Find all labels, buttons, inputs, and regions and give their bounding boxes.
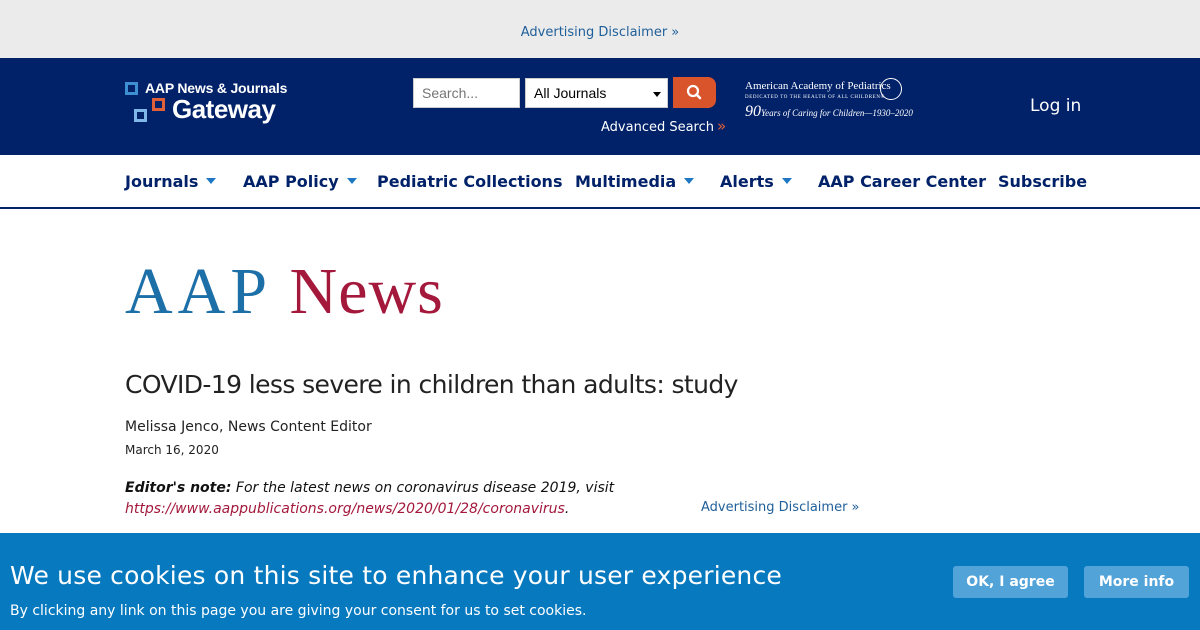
nav-item-label: Pediatric Collections bbox=[377, 172, 563, 191]
article-headline: COVID-19 less severe in children than adults: study bbox=[125, 370, 738, 399]
nav-item-label: Multimedia bbox=[575, 172, 677, 191]
caret-down-icon bbox=[653, 92, 661, 97]
search-input[interactable] bbox=[413, 78, 520, 108]
editors-note-end: . bbox=[564, 501, 570, 517]
article-author: Melissa Jenco, News Content Editor bbox=[125, 419, 372, 435]
advanced-search-label: Advanced Search bbox=[601, 120, 715, 135]
login-link[interactable]: Log in bbox=[1030, 96, 1082, 116]
aap-seal-icon bbox=[880, 78, 902, 100]
caret-down-icon bbox=[206, 178, 216, 184]
logo-main-text: Gateway bbox=[172, 94, 276, 124]
editors-note bbox=[125, 480, 614, 496]
nav-item-subscribe[interactable] bbox=[998, 172, 1087, 191]
aap-logo-anniversary-number: 90 bbox=[745, 103, 761, 120]
cookie-agree-button[interactable]: OK, I agree bbox=[953, 566, 1068, 598]
journal-select[interactable] bbox=[525, 78, 668, 108]
aap-news-masthead[interactable] bbox=[125, 254, 444, 330]
search-button[interactable] bbox=[673, 77, 716, 108]
aap-logo-anniversary bbox=[745, 103, 913, 121]
search-icon bbox=[673, 77, 716, 108]
editors-note-line2 bbox=[125, 501, 569, 517]
nav-item-label: Journals bbox=[125, 172, 199, 191]
caret-down-icon bbox=[347, 178, 357, 184]
nav-item-label: Subscribe bbox=[998, 172, 1088, 191]
editors-note-text: For the latest news on coronavirus disease 2019, visit bbox=[235, 480, 615, 496]
nav-item-alerts[interactable] bbox=[720, 172, 792, 191]
nav-item-pediatric-collections[interactable] bbox=[377, 172, 562, 191]
caret-down-icon bbox=[684, 178, 694, 184]
nav-item-aap-career-center[interactable] bbox=[818, 172, 986, 191]
article-date: March 16, 2020 bbox=[125, 443, 219, 457]
nav-item-multimedia[interactable] bbox=[575, 172, 694, 191]
inline-advertising-disclaimer-link[interactable]: Advertising Disclaimer » bbox=[701, 500, 860, 515]
double-chevron-icon: » bbox=[717, 117, 727, 135]
cookie-banner-title: We use cookies on this site to enhance your user experience bbox=[10, 561, 782, 590]
aap-logo-tagline: DEDICATED TO THE HEALTH OF ALL CHILDREN® bbox=[745, 95, 885, 100]
aap-logo-anniversary-text: Years of Caring for Children—1930–2020 bbox=[761, 108, 913, 118]
advanced-search-link[interactable] bbox=[601, 117, 726, 135]
masthead-aap: AAP bbox=[125, 255, 273, 328]
coronavirus-news-link[interactable]: https://www.aappublications.org/news/2020/01/28/coronavirus bbox=[125, 501, 565, 517]
logo-square-lightblue-icon bbox=[134, 109, 147, 122]
logo-square-blue-icon bbox=[125, 82, 138, 95]
logo-square-orange-icon bbox=[152, 98, 165, 111]
cookie-banner-text: By clicking any link on this page you are giving your consent for us to set cookies. bbox=[10, 603, 587, 619]
aap-logo-name: American Academy of Pediatrics bbox=[745, 80, 891, 92]
nav-item-label: AAP Policy bbox=[243, 172, 339, 191]
nav-item-aap-policy[interactable] bbox=[243, 172, 357, 191]
caret-down-icon bbox=[782, 178, 792, 184]
advertising-disclaimer-link[interactable]: Advertising Disclaimer » bbox=[520, 25, 680, 40]
logo-top-text: AAP News & Journals bbox=[145, 80, 288, 96]
masthead-news: News bbox=[289, 255, 444, 328]
editors-note-label: Editor's note: bbox=[125, 480, 232, 496]
nav-item-label: AAP Career Center bbox=[818, 172, 987, 191]
nav-item-label: Alerts bbox=[720, 172, 774, 191]
journal-select-value: All Journals bbox=[534, 85, 607, 101]
nav-item-journals[interactable] bbox=[125, 172, 216, 191]
cookie-more-info-button[interactable]: More info bbox=[1084, 566, 1189, 598]
